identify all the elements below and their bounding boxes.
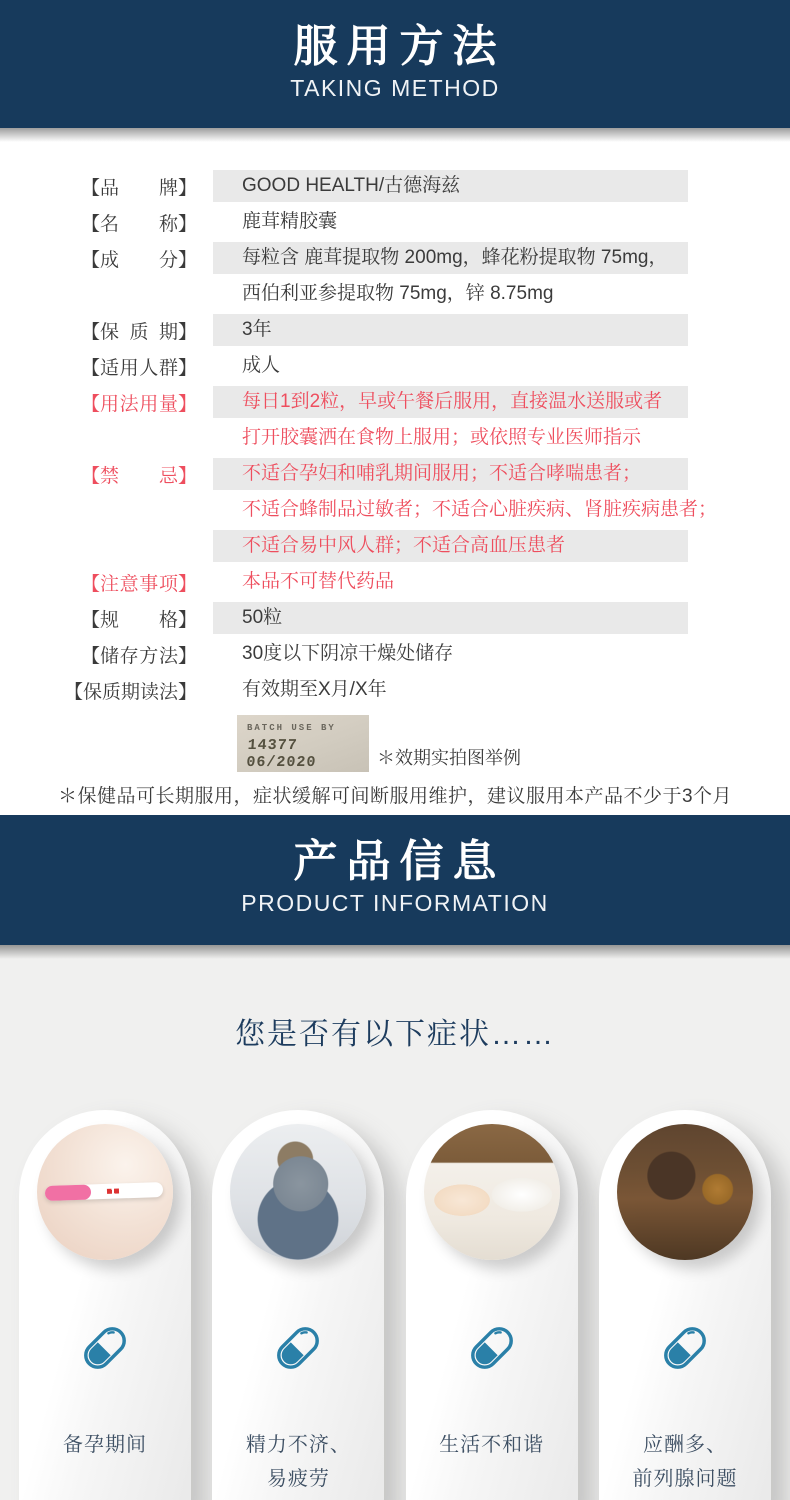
spec-value: 成人 <box>242 355 281 376</box>
label-bracket: 【 <box>80 177 100 199</box>
label-bracket: 】 <box>177 645 197 667</box>
label-bracket: 【 <box>80 573 100 595</box>
spec-label <box>0 641 213 668</box>
label-bracket: 】 <box>177 321 197 343</box>
spec-label-text: 禁忌 <box>99 465 178 487</box>
batch-caption: ＊效期实拍图举例 <box>377 748 521 768</box>
spec-value: 每日1到2粒，早或午餐后服用，直接温水送服或者 <box>213 386 688 418</box>
label-bracket: 【 <box>80 609 100 631</box>
spec-value: 不适合易中风人群；不适合高血压患者 <box>213 530 688 562</box>
symptom-card-disharmony <box>406 1110 578 1500</box>
label-bracket: 【 <box>80 465 100 487</box>
spec-row-contraindications-cont <box>0 492 790 528</box>
spec-label-text: 适用人群 <box>99 357 178 379</box>
batch-stamp-text: 14377 06/2020 <box>245 737 318 771</box>
label-bracket: 】 <box>177 609 197 631</box>
spec-value: 有效期至X月/X年 <box>242 679 387 700</box>
symptom-card-prostate <box>599 1110 771 1500</box>
spec-label-text: 规格 <box>99 609 178 631</box>
symptom-columns <box>0 1110 790 1500</box>
spec-label <box>0 209 213 236</box>
symptom-label-line: 易疲劳 <box>266 1468 330 1490</box>
spec-value: 鹿茸精胶囊 <box>242 211 338 232</box>
section-header-taking-method <box>0 0 790 128</box>
spec-row-name <box>0 204 790 240</box>
spec-label-text: 注意事项 <box>99 573 178 595</box>
label-bracket: 【 <box>63 681 83 703</box>
couple-in-bed-photo <box>424 1124 560 1260</box>
spec-row-storage <box>0 636 790 672</box>
pregnancy-test-stick <box>45 1182 163 1201</box>
spec-row-contraindications <box>0 456 790 492</box>
symptom-label <box>599 1428 771 1496</box>
spec-label <box>0 353 213 380</box>
label-bracket: 】 <box>177 177 197 199</box>
spec-label <box>0 461 213 488</box>
label-bracket: 】 <box>177 573 197 595</box>
pill-capsule-icon <box>659 1322 711 1374</box>
label-bracket: 】 <box>177 465 197 487</box>
symptom-label <box>212 1428 384 1496</box>
stick-pink-cap <box>45 1184 91 1201</box>
spec-label <box>0 677 213 704</box>
spec-row-dosage <box>0 384 790 420</box>
spec-label <box>0 173 213 200</box>
symptoms-section <box>0 945 790 1500</box>
symptom-label-line: 应酬多、 <box>642 1434 727 1456</box>
spec-label-text: 保质期读法 <box>82 681 178 703</box>
spec-value: 3年 <box>213 314 688 346</box>
spec-value: 每粒含 鹿茸提取物 200mg，蜂花粉提取物 75mg， <box>213 242 688 274</box>
label-bracket: 】 <box>177 681 197 703</box>
label-bracket: 【 <box>80 249 100 271</box>
pill-capsule-icon <box>466 1322 518 1374</box>
section-title: 产品信息 <box>293 837 506 886</box>
long-term-use-footnote: ＊保健品可长期服用，症状缓解可间断服用维护，建议服用本产品不少于3个月 <box>57 786 733 807</box>
spec-row-dosage-cont <box>0 420 790 456</box>
spec-value: 本品不可替代药品 <box>242 571 395 592</box>
spec-value: 30度以下阴凉干燥处储存 <box>242 643 454 664</box>
spec-value: 50粒 <box>213 602 688 634</box>
label-bracket: 【 <box>80 393 100 415</box>
section-subtitle: PRODUCT INFORMATION <box>241 890 549 916</box>
spec-row-shelf-life <box>0 312 790 348</box>
spec-row-ingredients-cont <box>0 276 790 312</box>
spec-row-ingredients <box>0 240 790 276</box>
spec-row-size <box>0 600 790 636</box>
spec-label <box>0 569 213 596</box>
section-subtitle: TAKING METHOD <box>290 75 500 101</box>
symptom-label <box>406 1428 578 1462</box>
man-asleep-at-bar-photo <box>617 1124 753 1260</box>
label-bracket: 【 <box>80 645 100 667</box>
symptom-label-line: 生活不和谐 <box>439 1434 545 1456</box>
spec-value: 西伯利亚参提取物 75mg，锌 8.75mg <box>242 283 554 304</box>
label-bracket: 】 <box>177 357 197 379</box>
spec-label <box>0 317 213 344</box>
symptom-label-line: 备孕期间 <box>63 1434 147 1456</box>
symptom-label-line: 前列腺问题 <box>632 1468 738 1490</box>
label-bracket: 】 <box>177 249 197 271</box>
spec-label-text: 用法用量 <box>99 393 178 415</box>
section-title: 服用方法 <box>293 22 506 71</box>
spec-row-expiry-reading <box>0 672 790 708</box>
pill-capsule-icon <box>272 1322 324 1374</box>
label-bracket: 【 <box>80 357 100 379</box>
label-bracket: 】 <box>177 213 197 235</box>
label-bracket: 】 <box>177 393 197 415</box>
batch-label-photo <box>237 715 369 772</box>
spec-label <box>0 389 213 416</box>
label-bracket: 【 <box>80 213 100 235</box>
symptom-label-line: 精力不济、 <box>245 1434 351 1456</box>
spec-value: 不适合孕妇和哺乳期间服用；不适合哮喘患者； <box>213 458 688 490</box>
symptom-label <box>19 1428 191 1462</box>
batch-header-text: BATCH USE BY <box>247 723 336 733</box>
spec-value: 打开胶囊洒在食物上服用；或依照专业医师指示 <box>242 427 642 448</box>
spec-label-text: 成分 <box>99 249 178 271</box>
pregnancy-test-photo <box>37 1124 173 1260</box>
spec-row-precautions <box>0 564 790 600</box>
spec-table <box>0 128 790 815</box>
spec-label-text: 储存方法 <box>99 645 178 667</box>
spec-label <box>0 605 213 632</box>
spec-row-contraindications-cont2 <box>0 528 790 564</box>
batch-example-row <box>237 712 790 772</box>
test-result-lines <box>107 1188 119 1193</box>
spec-value: GOOD HEALTH/古德海兹 <box>213 170 688 202</box>
man-head-in-hands-photo <box>230 1124 366 1260</box>
spec-value: 不适合蜂制品过敏者；不适合心脏疾病、肾脏疾病患者； <box>242 499 718 520</box>
symptoms-heading: 您是否有以下症状…… <box>235 1018 555 1051</box>
spec-row-brand <box>0 168 790 204</box>
symptom-card-pregnancy <box>19 1110 191 1500</box>
spec-label-text: 名称 <box>99 213 178 235</box>
spec-row-target-users <box>0 348 790 384</box>
spec-label-text: 品牌 <box>99 177 178 199</box>
spec-label-text: 保质期 <box>99 321 178 343</box>
spec-label <box>0 245 213 272</box>
section-header-product-information <box>0 815 790 945</box>
symptom-card-fatigue <box>212 1110 384 1500</box>
pill-capsule-icon <box>79 1322 131 1374</box>
label-bracket: 【 <box>80 321 100 343</box>
